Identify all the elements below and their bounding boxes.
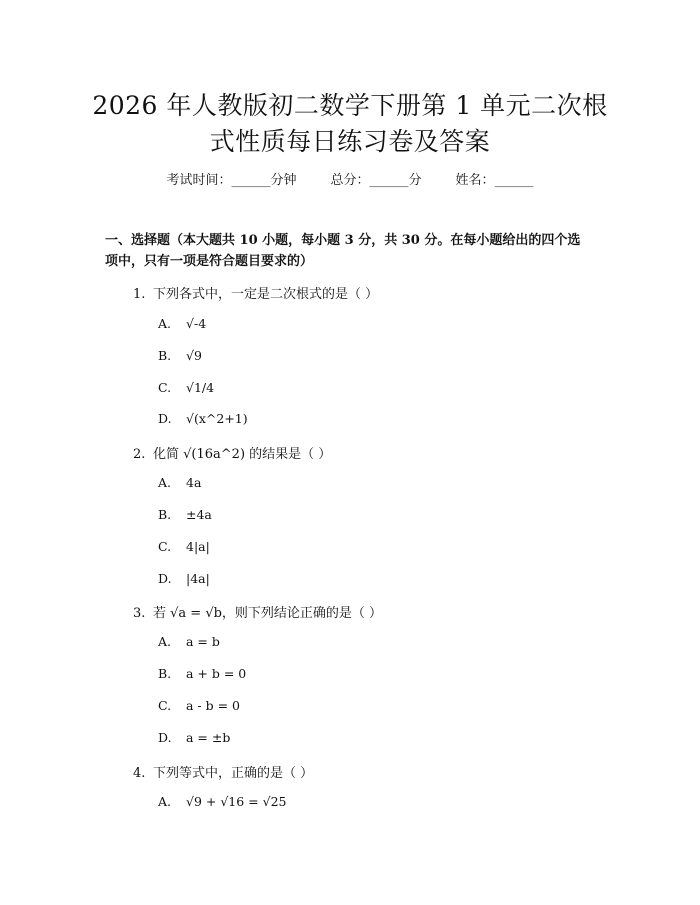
option-letter: C. (158, 539, 172, 554)
question-text: 下列各式中，一定是二次根式的是（ ） (153, 287, 379, 302)
question-number: 2. (133, 447, 146, 462)
option-letter: C. (158, 698, 172, 713)
option-letter: D. (158, 730, 172, 745)
option-text: a = ±b (186, 730, 231, 745)
question-1-option-b (158, 348, 202, 363)
question-text: 化简 √(16a^2) 的结果是（ ） (153, 447, 332, 462)
question-number: 3. (133, 606, 146, 621)
option-text: 4a (186, 475, 202, 490)
question-3-option-a (158, 634, 220, 649)
student-name-field: 姓名：______ (455, 173, 534, 188)
option-letter: D. (158, 571, 172, 586)
question-1 (133, 283, 378, 302)
option-text: a + b = 0 (186, 666, 247, 681)
question-3-option-c (158, 698, 240, 713)
question-1-option-a (158, 316, 206, 331)
option-text: a = b (186, 634, 220, 649)
option-letter: D. (158, 411, 172, 426)
question-2-option-d (158, 571, 210, 586)
document-title-line-1: 2026 年人教版初二数学下册第 1 单元二次根 (92, 91, 608, 120)
question-number: 1. (133, 287, 146, 302)
option-letter: B. (158, 666, 172, 681)
option-text: |4a| (186, 571, 210, 586)
option-letter: A. (158, 794, 172, 809)
question-3-option-d (158, 730, 230, 745)
question-2-option-b (158, 507, 212, 522)
option-letter: B. (158, 348, 172, 363)
question-4 (133, 762, 313, 781)
option-text: √-4 (186, 316, 207, 331)
option-letter: B. (158, 507, 172, 522)
option-text: √(x^2+1) (186, 411, 248, 426)
total-score-field: 总分：______分 (330, 173, 422, 188)
question-text: 下列等式中，正确的是（ ） (153, 766, 314, 781)
option-text: a - b = 0 (186, 698, 240, 713)
exam-time-field: 考试时间：______分钟 (166, 173, 297, 188)
option-letter: A. (158, 634, 172, 649)
question-2-option-a (158, 475, 201, 490)
option-text: √1/4 (186, 380, 215, 395)
question-text: 若 √a = √b，则下列结论正确的是（ ） (153, 606, 383, 621)
option-letter: A. (158, 475, 172, 490)
question-1-option-d (158, 411, 248, 426)
option-text: ±4a (186, 507, 212, 522)
option-letter: C. (158, 380, 172, 395)
question-number: 4. (133, 766, 146, 781)
option-text: 4|a| (186, 539, 210, 554)
document-title-line-2: 式性质每日练习卷及答案 (209, 127, 491, 156)
option-text: √9 (186, 348, 202, 363)
question-3 (133, 602, 382, 621)
question-2 (133, 443, 331, 462)
exam-info-row (0, 169, 700, 188)
question-3-option-b (158, 666, 246, 681)
option-text: √9 + √16 = √25 (186, 794, 287, 809)
question-1-option-c (158, 380, 214, 395)
question-2-option-c (158, 539, 210, 554)
option-letter: A. (158, 316, 172, 331)
question-4-option-a (158, 794, 287, 809)
section-heading-line-2: 项中，只有一项是符合题目要求的） (105, 254, 314, 269)
section-heading-line-1: 一、选择题（本大题共 10 小题，每小题 3 分，共 30 分。在每小题给出的四个选 (105, 233, 581, 248)
